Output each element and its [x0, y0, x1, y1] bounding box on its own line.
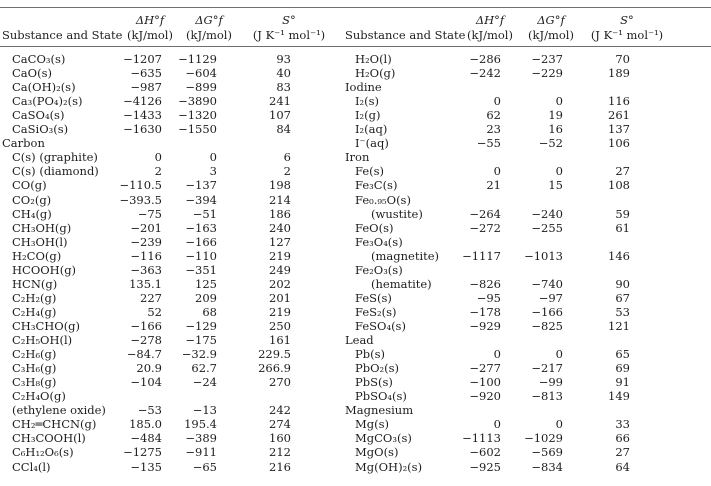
dh-value: −363 [130, 262, 162, 277]
substance-name: MgCO₃(s) [355, 431, 412, 446]
dg-value: −389 [185, 431, 217, 446]
s-value: 93 [276, 52, 291, 66]
dh-value: −84.7 [126, 347, 162, 362]
dh-value: −75 [137, 206, 162, 221]
substance-name: C₃H₈(g) [12, 375, 57, 390]
dg-value: −32.9 [181, 347, 217, 362]
substance-name: MgO(s) [355, 445, 399, 460]
dg-value: 209 [195, 290, 217, 305]
s-value: 216 [269, 459, 291, 474]
dh-value: 21 [486, 178, 501, 193]
left-s-symbol-header: S° [282, 13, 296, 27]
dg-value: −97 [538, 290, 563, 305]
dg-value: −110 [185, 248, 217, 263]
s-value: 266.9 [258, 361, 291, 376]
s-value: 6 [283, 150, 291, 165]
dg-value: −129 [185, 318, 217, 333]
dg-value: −911 [185, 445, 217, 460]
substance-name: CH₃OH(g) [12, 220, 72, 235]
dg-value: −217 [531, 361, 563, 376]
substance-name: H₂CO(g) [12, 248, 62, 263]
substance-name: C₂H₂(g) [12, 290, 57, 305]
s-value: 107 [269, 108, 291, 123]
s-value: 202 [269, 276, 291, 291]
s-value: 161 [269, 333, 291, 347]
substance-name: C₂H₄O(g) [12, 389, 66, 404]
right-dh-unit-header: (kJ/mol) [467, 28, 513, 42]
dh-value: 52 [147, 304, 162, 319]
dg-value: −51 [192, 206, 217, 221]
dg-value: −1029 [524, 431, 563, 446]
dh-value: −1433 [123, 108, 162, 123]
substance-name: PbO₂(s) [355, 361, 400, 376]
substance-name: Fe(s) [355, 164, 385, 179]
s-value: 64 [615, 459, 630, 474]
dh-value: −484 [130, 431, 162, 446]
right-substance-header: Substance and State [345, 28, 466, 42]
left-dh-symbol-header: ΔH°f [135, 13, 165, 27]
dg-value: −3890 [178, 94, 217, 109]
dh-value: 185.0 [129, 417, 162, 432]
s-value: 121 [608, 318, 630, 333]
substance-name: (wustite) [371, 206, 423, 221]
substance-name: Ca(OH)₂(s) [12, 80, 76, 95]
right-dg-symbol-header: ΔG°f [537, 13, 565, 27]
s-value: 84 [276, 122, 291, 137]
substance-name: Lead [345, 333, 374, 347]
dh-value: 23 [486, 122, 501, 137]
dg-value: −1320 [178, 108, 217, 123]
dh-value: −286 [469, 52, 501, 66]
substance-name: CH₃OH(l) [12, 234, 68, 249]
dh-value: −987 [130, 80, 162, 95]
s-value: 250 [269, 318, 291, 333]
dg-value: −1550 [178, 122, 217, 137]
dh-value: 0 [493, 164, 501, 179]
header-rule [0, 46, 711, 47]
s-value: 40 [276, 66, 291, 80]
dg-value: −394 [185, 192, 217, 207]
dh-value: −178 [469, 304, 501, 319]
dg-value: −99 [538, 375, 563, 390]
dg-value: 0 [555, 164, 563, 179]
substance-name: HCN(g) [12, 276, 58, 291]
dh-value: −272 [469, 220, 501, 235]
substance-name: CH₄(g) [12, 206, 52, 221]
substance-name: FeS₂(s) [355, 304, 397, 319]
dh-value: 0 [493, 417, 501, 432]
dg-value: −1013 [524, 248, 563, 263]
substance-name: I₂(g) [355, 108, 381, 123]
s-value: 108 [608, 178, 630, 193]
dh-value: −4126 [123, 94, 162, 109]
dg-value: −240 [531, 206, 563, 221]
dh-value: −55 [476, 136, 501, 151]
substance-name: CaO(s) [12, 66, 52, 80]
dh-value: −277 [469, 361, 501, 376]
dh-value: −104 [130, 375, 162, 390]
substance-name: Ca₃(PO₄)₂(s) [12, 94, 83, 109]
dh-value: −826 [469, 276, 501, 291]
dh-value: 2 [154, 164, 162, 179]
s-value: 240 [269, 220, 291, 235]
s-value: 219 [269, 304, 291, 319]
substance-name: Mg(s) [355, 417, 390, 432]
s-value: 83 [276, 80, 291, 95]
dg-value: 0 [555, 347, 563, 362]
s-value: 27 [615, 164, 630, 179]
dg-value: −175 [185, 333, 217, 347]
left-s-unit-header: (J K⁻¹ mol⁻¹) [252, 28, 326, 42]
s-value: 189 [608, 66, 630, 80]
dg-value: 62.7 [191, 361, 217, 376]
substance-name: I⁻(aq) [355, 136, 389, 151]
dg-value: −137 [185, 178, 217, 193]
substance-name: H₂O(l) [355, 52, 392, 66]
substance-name: Iodine [345, 80, 382, 95]
dh-value: −166 [130, 318, 162, 333]
dh-value: −1630 [123, 122, 162, 137]
dg-value: −604 [185, 66, 217, 80]
dg-value: −899 [185, 80, 217, 95]
s-value: 2 [283, 164, 291, 179]
s-value: 66 [615, 431, 630, 446]
dg-value: 3 [209, 164, 217, 179]
substance-name: C(s) (diamond) [12, 164, 99, 179]
substance-name: CCl₄(l) [12, 459, 51, 474]
s-value: 69 [615, 361, 630, 376]
substance-name: Fe₀.₉₅O(s) [355, 192, 411, 207]
dh-value: −929 [469, 318, 501, 333]
dg-value: 195.4 [184, 417, 217, 432]
top-rule [0, 7, 711, 8]
s-value: 106 [608, 136, 630, 151]
substance-name: PbS(s) [355, 375, 393, 390]
dh-value: 62 [486, 108, 501, 123]
dg-value: −834 [531, 459, 563, 474]
dh-value: −110.5 [119, 178, 162, 193]
substance-name: HCOOH(g) [12, 262, 77, 277]
dh-value: −602 [469, 445, 501, 460]
left-dg-symbol-header: ΔG°f [195, 13, 223, 27]
dg-value: −255 [531, 220, 563, 235]
dh-value: −239 [130, 234, 162, 249]
substance-name: Fe₃C(s) [355, 178, 398, 193]
right-dg-unit-header: (kJ/mol) [528, 28, 574, 42]
substance-name: C₆H₁₂O₆(s) [12, 445, 74, 460]
s-value: 201 [269, 290, 291, 305]
dh-value: −116 [130, 248, 162, 263]
s-value: 186 [269, 206, 291, 221]
s-value: 198 [269, 178, 291, 193]
right-s-unit-header: (J K⁻¹ mol⁻¹) [590, 28, 664, 42]
substance-name: Magnesium [345, 403, 414, 418]
s-value: 27 [615, 445, 630, 460]
dh-value: 0 [154, 150, 162, 165]
substance-name: CaSiO₃(s) [12, 122, 69, 137]
s-value: 70 [615, 52, 630, 66]
substance-name: FeS(s) [355, 290, 392, 305]
dg-value: 68 [202, 304, 217, 319]
dh-value: −1113 [462, 431, 501, 446]
dh-value: 0 [493, 347, 501, 362]
dg-value: −229 [531, 66, 563, 80]
substance-name: Mg(OH)₂(s) [355, 459, 423, 474]
substance-name: FeO(s) [355, 220, 394, 235]
s-value: 61 [615, 220, 630, 235]
s-value: 160 [269, 431, 291, 446]
s-value: 67 [615, 290, 630, 305]
dh-value: −201 [130, 220, 162, 235]
right-dh-symbol-header: ΔH°f [475, 13, 505, 27]
s-value: 229.5 [258, 347, 291, 362]
s-value: 242 [269, 403, 291, 418]
substance-name: I₂(s) [355, 94, 380, 109]
substance-name: CaCO₃(s) [12, 52, 66, 66]
s-value: 241 [269, 94, 291, 109]
s-value: 149 [608, 389, 630, 404]
dg-value: −13 [192, 403, 217, 418]
substance-name: CH₃CHO(g) [12, 318, 81, 333]
dh-value: −635 [130, 66, 162, 80]
s-value: 127 [269, 234, 291, 249]
s-value: 214 [269, 192, 291, 207]
dh-value: −264 [469, 206, 501, 221]
substance-name: I₂(aq) [355, 122, 388, 137]
substance-name: PbSO₄(s) [355, 389, 407, 404]
dg-value: −1129 [178, 52, 217, 66]
dh-value: −242 [469, 66, 501, 80]
s-value: 59 [615, 206, 630, 221]
dh-value: −1275 [123, 445, 162, 460]
substance-name: CaSO₄(s) [12, 108, 65, 123]
left-dg-unit-header: (kJ/mol) [186, 28, 232, 42]
substance-name: Carbon [2, 136, 45, 151]
substance-name: H₂O(g) [355, 66, 396, 80]
dh-value: −925 [469, 459, 501, 474]
substance-name: Fe₂O₃(s) [355, 262, 403, 277]
dh-value: −100 [469, 375, 501, 390]
s-value: 212 [269, 445, 291, 460]
s-value: 90 [615, 276, 630, 291]
substance-name: (ethylene oxide) [12, 403, 106, 418]
substance-name: C₂H₆(g) [12, 347, 57, 362]
dg-value: −237 [531, 52, 563, 66]
dh-value: −95 [476, 290, 501, 305]
dg-value: −24 [192, 375, 217, 390]
s-value: 249 [269, 262, 291, 277]
substance-name: (hematite) [371, 276, 432, 291]
dh-value: −135 [130, 459, 162, 474]
dh-value: −278 [130, 333, 162, 347]
dg-value: −740 [531, 276, 563, 291]
dg-value: 16 [548, 122, 563, 137]
dg-value: −166 [185, 234, 217, 249]
dh-value: −920 [469, 389, 501, 404]
dg-value: 0 [209, 150, 217, 165]
dh-value: −393.5 [119, 192, 162, 207]
dh-value: 227 [140, 290, 162, 305]
s-value: 261 [608, 108, 630, 123]
left-dh-unit-header: (kJ/mol) [127, 28, 173, 42]
dh-value: −1207 [123, 52, 162, 66]
dg-value: −65 [192, 459, 217, 474]
dg-value: 125 [195, 276, 217, 291]
s-value: 146 [608, 248, 630, 263]
dg-value: 0 [555, 94, 563, 109]
s-value: 219 [269, 248, 291, 263]
substance-name: CH₃COOH(l) [12, 431, 86, 446]
substance-name: C₃H₆(g) [12, 361, 57, 376]
dg-value: −351 [185, 262, 217, 277]
s-value: 65 [615, 347, 630, 362]
dg-value: 19 [548, 108, 563, 123]
dh-value: 135.1 [129, 276, 162, 291]
dg-value: −825 [531, 318, 563, 333]
substance-name: FeSO₄(s) [355, 318, 406, 333]
dg-value: −166 [531, 304, 563, 319]
dg-value: 0 [555, 417, 563, 432]
dg-value: −813 [531, 389, 563, 404]
dh-value: −53 [137, 403, 162, 418]
substance-name: C₂H₄(g) [12, 304, 57, 319]
s-value: 116 [608, 94, 630, 109]
s-value: 91 [615, 375, 630, 390]
s-value: 274 [269, 417, 291, 432]
s-value: 53 [615, 304, 630, 319]
dh-value: 20.9 [136, 361, 162, 376]
s-value: 137 [608, 122, 630, 137]
left-substance-header: Substance and State [2, 28, 123, 42]
substance-name: Pb(s) [355, 347, 385, 362]
substance-name: CO(g) [12, 178, 47, 193]
substance-name: C₂H₅OH(l) [12, 333, 73, 347]
s-value: 33 [615, 417, 630, 432]
dh-value: 0 [493, 94, 501, 109]
dg-value: 15 [548, 178, 563, 193]
dg-value: −52 [538, 136, 563, 151]
dh-value: −1117 [462, 248, 501, 263]
substance-name: CH₂═CHCN(g) [12, 417, 97, 432]
substance-name: CO₂(g) [12, 192, 52, 207]
s-value: 270 [269, 375, 291, 390]
substance-name: Iron [345, 150, 370, 165]
substance-name: C(s) (graphite) [12, 150, 98, 165]
dg-value: −163 [185, 220, 217, 235]
right-s-symbol-header: S° [620, 13, 634, 27]
dg-value: −569 [531, 445, 563, 460]
substance-name: (magnetite) [371, 248, 440, 263]
substance-name: Fe₃O₄(s) [355, 234, 403, 249]
